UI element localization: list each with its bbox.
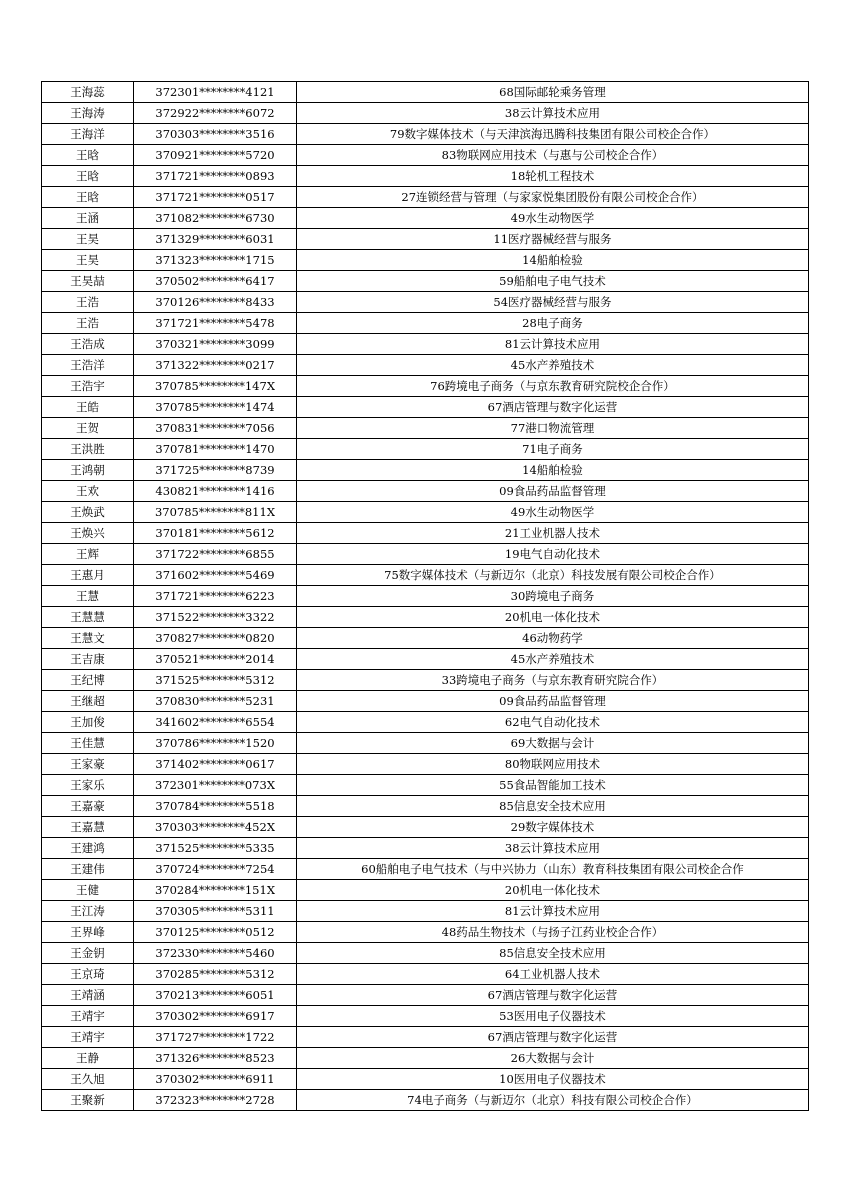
student-name-cell: 王晗	[42, 145, 134, 166]
table-row	[42, 418, 809, 439]
table-row	[42, 586, 809, 607]
student-name-cell: 王焕武	[42, 502, 134, 523]
major-cell: 45水产养殖技术	[297, 355, 809, 376]
table-row	[42, 355, 809, 376]
student-name-cell: 王焕兴	[42, 523, 134, 544]
id-number-cell: 371727********1722	[134, 1027, 297, 1048]
id-number-cell: 370724********7254	[134, 859, 297, 880]
id-number-cell: 370302********6911	[134, 1069, 297, 1090]
student-name-cell: 王江涛	[42, 901, 134, 922]
major-cell: 14船舶检验	[297, 460, 809, 481]
id-number-cell: 372330********5460	[134, 943, 297, 964]
student-name-cell: 王家豪	[42, 754, 134, 775]
id-number-cell: 370303********3516	[134, 124, 297, 145]
major-cell: 59船舶电子电气技术	[297, 271, 809, 292]
table-row	[42, 502, 809, 523]
major-cell: 83物联网应用技术（与惠与公司校企合作）	[297, 145, 809, 166]
major-cell: 54医疗器械经营与服务	[297, 292, 809, 313]
table-row	[42, 439, 809, 460]
major-cell: 11医疗器械经营与服务	[297, 229, 809, 250]
major-cell: 74电子商务（与新迈尔（北京）科技有限公司校企合作）	[297, 1090, 809, 1111]
major-cell: 67酒店管理与数字化运营	[297, 1027, 809, 1048]
student-name-cell: 王贺	[42, 418, 134, 439]
id-number-cell: 371402********0617	[134, 754, 297, 775]
major-cell: 20机电一体化技术	[297, 880, 809, 901]
student-name-cell: 王靖宇	[42, 1027, 134, 1048]
table-row	[42, 250, 809, 271]
table-row	[42, 376, 809, 397]
major-cell: 53医用电子仪器技术	[297, 1006, 809, 1027]
student-name-cell: 王海涛	[42, 103, 134, 124]
table-row	[42, 775, 809, 796]
major-cell: 49水生动物医学	[297, 208, 809, 229]
table-row	[42, 670, 809, 691]
major-cell: 20机电一体化技术	[297, 607, 809, 628]
major-cell: 76跨境电子商务（与京东教育研究院校企合作）	[297, 376, 809, 397]
id-number-cell: 371721********0517	[134, 187, 297, 208]
table-row	[42, 166, 809, 187]
student-name-cell: 王晗	[42, 187, 134, 208]
table-row	[42, 985, 809, 1006]
id-number-cell: 371329********6031	[134, 229, 297, 250]
id-number-cell: 370827********0820	[134, 628, 297, 649]
student-name-cell: 王慧	[42, 586, 134, 607]
id-number-cell: 370125********0512	[134, 922, 297, 943]
table-row	[42, 1027, 809, 1048]
id-number-cell: 371602********5469	[134, 565, 297, 586]
id-number-cell: 370181********5612	[134, 523, 297, 544]
table-row	[42, 334, 809, 355]
major-cell: 30跨境电子商务	[297, 586, 809, 607]
student-name-cell: 王界峰	[42, 922, 134, 943]
student-name-cell: 王欢	[42, 481, 134, 502]
major-cell: 60船舶电子电气技术（与中兴协力（山东）教育科技集团有限公司校企合作	[297, 859, 809, 880]
id-number-cell: 370321********3099	[134, 334, 297, 355]
student-name-cell: 王京琦	[42, 964, 134, 985]
id-number-cell: 371522********3322	[134, 607, 297, 628]
id-number-cell: 371722********6855	[134, 544, 297, 565]
student-name-cell: 王昊喆	[42, 271, 134, 292]
table-row	[42, 607, 809, 628]
table-row	[42, 1069, 809, 1090]
id-number-cell: 372323********2728	[134, 1090, 297, 1111]
student-name-cell: 王惠月	[42, 565, 134, 586]
major-cell: 48药品生物技术（与扬子江药业校企合作）	[297, 922, 809, 943]
table-row	[42, 733, 809, 754]
id-number-cell: 371322********0217	[134, 355, 297, 376]
student-name-cell: 王洪胜	[42, 439, 134, 460]
id-number-cell: 370285********5312	[134, 964, 297, 985]
student-name-cell: 王海洋	[42, 124, 134, 145]
major-cell: 21工业机器人技术	[297, 523, 809, 544]
table-row	[42, 544, 809, 565]
table-row	[42, 838, 809, 859]
student-name-cell: 王久旭	[42, 1069, 134, 1090]
id-number-cell: 370305********5311	[134, 901, 297, 922]
id-number-cell: 370785********147X	[134, 376, 297, 397]
table-row	[42, 901, 809, 922]
major-cell: 67酒店管理与数字化运营	[297, 397, 809, 418]
student-name-cell: 王继超	[42, 691, 134, 712]
major-cell: 10医用电子仪器技术	[297, 1069, 809, 1090]
student-name-cell: 王浩洋	[42, 355, 134, 376]
major-cell: 85信息安全技术应用	[297, 796, 809, 817]
table-row	[42, 964, 809, 985]
student-name-cell: 王建鸿	[42, 838, 134, 859]
id-number-cell: 371721********0893	[134, 166, 297, 187]
table-row	[42, 1006, 809, 1027]
id-number-cell: 371721********5478	[134, 313, 297, 334]
major-cell: 18轮机工程技术	[297, 166, 809, 187]
id-number-cell: 371082********6730	[134, 208, 297, 229]
student-name-cell: 王昊	[42, 229, 134, 250]
major-cell: 38云计算技术应用	[297, 103, 809, 124]
id-number-cell: 371721********6223	[134, 586, 297, 607]
major-cell: 79数字媒体技术（与天津滨海迅腾科技集团有限公司校企合作）	[297, 124, 809, 145]
table-row	[42, 1048, 809, 1069]
student-name-cell: 王纪博	[42, 670, 134, 691]
id-number-cell: 370786********1520	[134, 733, 297, 754]
table-row	[42, 628, 809, 649]
table-row	[42, 187, 809, 208]
id-number-cell: 371725********8739	[134, 460, 297, 481]
student-name-cell: 王浩	[42, 292, 134, 313]
table-row	[42, 712, 809, 733]
major-cell: 64工业机器人技术	[297, 964, 809, 985]
table-row	[42, 817, 809, 838]
id-number-cell: 370830********5231	[134, 691, 297, 712]
table-row	[42, 880, 809, 901]
student-name-cell: 王靖涵	[42, 985, 134, 1006]
major-cell: 33跨境电子商务（与京东教育研究院合作）	[297, 670, 809, 691]
table-row	[42, 460, 809, 481]
major-cell: 38云计算技术应用	[297, 838, 809, 859]
table-row	[42, 271, 809, 292]
student-name-cell: 王浩宇	[42, 376, 134, 397]
id-number-cell: 371326********8523	[134, 1048, 297, 1069]
student-name-cell: 王家乐	[42, 775, 134, 796]
major-cell: 81云计算技术应用	[297, 901, 809, 922]
id-number-cell: 370521********2014	[134, 649, 297, 670]
student-name-cell: 王金钥	[42, 943, 134, 964]
major-cell: 85信息安全技术应用	[297, 943, 809, 964]
table-row	[42, 796, 809, 817]
major-cell: 71电子商务	[297, 439, 809, 460]
table-row	[42, 103, 809, 124]
student-name-cell: 王慧文	[42, 628, 134, 649]
id-number-cell: 341602********6554	[134, 712, 297, 733]
id-number-cell: 371323********1715	[134, 250, 297, 271]
student-name-cell: 王海蕊	[42, 82, 134, 103]
id-number-cell: 371525********5312	[134, 670, 297, 691]
table-row	[42, 943, 809, 964]
table-row	[42, 754, 809, 775]
id-number-cell: 370213********6051	[134, 985, 297, 1006]
student-name-cell: 王昊	[42, 250, 134, 271]
table-row	[42, 859, 809, 880]
table-row	[42, 481, 809, 502]
student-name-cell: 王聚新	[42, 1090, 134, 1111]
table-row	[42, 565, 809, 586]
major-cell: 81云计算技术应用	[297, 334, 809, 355]
student-name-cell: 王晗	[42, 166, 134, 187]
major-cell: 09食品药品监督管理	[297, 691, 809, 712]
id-number-cell: 370785********811X	[134, 502, 297, 523]
id-number-cell: 370831********7056	[134, 418, 297, 439]
table-row	[42, 523, 809, 544]
student-name-cell: 王建伟	[42, 859, 134, 880]
id-number-cell: 370126********8433	[134, 292, 297, 313]
table-row	[42, 229, 809, 250]
id-number-cell: 370781********1470	[134, 439, 297, 460]
table-row	[42, 691, 809, 712]
major-cell: 46动物药学	[297, 628, 809, 649]
major-cell: 77港口物流管理	[297, 418, 809, 439]
id-number-cell: 371525********5335	[134, 838, 297, 859]
major-cell: 55食品智能加工技术	[297, 775, 809, 796]
roster-body	[42, 82, 809, 1111]
major-cell: 68国际邮轮乘务管理	[297, 82, 809, 103]
student-name-cell: 王鸿朝	[42, 460, 134, 481]
table-row	[42, 1090, 809, 1111]
major-cell: 45水产养殖技术	[297, 649, 809, 670]
table-row	[42, 292, 809, 313]
id-number-cell: 370284********151X	[134, 880, 297, 901]
id-number-cell: 370502********6417	[134, 271, 297, 292]
student-name-cell: 王皓	[42, 397, 134, 418]
id-number-cell: 430821********1416	[134, 481, 297, 502]
table-row	[42, 145, 809, 166]
student-name-cell: 王慧慧	[42, 607, 134, 628]
table-row	[42, 208, 809, 229]
student-name-cell: 王嘉豪	[42, 796, 134, 817]
student-name-cell: 王静	[42, 1048, 134, 1069]
major-cell: 75数字媒体技术（与新迈尔（北京）科技发展有限公司校企合作）	[297, 565, 809, 586]
major-cell: 26大数据与会计	[297, 1048, 809, 1069]
id-number-cell: 372301********073X	[134, 775, 297, 796]
student-name-cell: 王浩成	[42, 334, 134, 355]
table-row	[42, 82, 809, 103]
roster-table	[41, 81, 809, 1111]
table-row	[42, 124, 809, 145]
id-number-cell: 370303********452X	[134, 817, 297, 838]
id-number-cell: 372301********4121	[134, 82, 297, 103]
student-name-cell: 王浩	[42, 313, 134, 334]
id-number-cell: 370302********6917	[134, 1006, 297, 1027]
major-cell: 67酒店管理与数字化运营	[297, 985, 809, 1006]
major-cell: 29数字媒体技术	[297, 817, 809, 838]
major-cell: 19电气自动化技术	[297, 544, 809, 565]
student-name-cell: 王佳慧	[42, 733, 134, 754]
major-cell: 27连锁经营与管理（与家家悦集团股份有限公司校企合作）	[297, 187, 809, 208]
student-name-cell: 王辉	[42, 544, 134, 565]
table-row	[42, 922, 809, 943]
student-name-cell: 王靖宇	[42, 1006, 134, 1027]
id-number-cell: 370921********5720	[134, 145, 297, 166]
major-cell: 69大数据与会计	[297, 733, 809, 754]
major-cell: 49水生动物医学	[297, 502, 809, 523]
major-cell: 09食品药品监督管理	[297, 481, 809, 502]
table-row	[42, 649, 809, 670]
id-number-cell: 370785********1474	[134, 397, 297, 418]
id-number-cell: 372922********6072	[134, 103, 297, 124]
student-name-cell: 王加俊	[42, 712, 134, 733]
major-cell: 14船舶检验	[297, 250, 809, 271]
table-row	[42, 397, 809, 418]
id-number-cell: 370784********5518	[134, 796, 297, 817]
major-cell: 80物联网应用技术	[297, 754, 809, 775]
student-name-cell: 王吉康	[42, 649, 134, 670]
student-name-cell: 王嘉慧	[42, 817, 134, 838]
student-name-cell: 王健	[42, 880, 134, 901]
major-cell: 62电气自动化技术	[297, 712, 809, 733]
major-cell: 28电子商务	[297, 313, 809, 334]
student-name-cell: 王涵	[42, 208, 134, 229]
table-row	[42, 313, 809, 334]
